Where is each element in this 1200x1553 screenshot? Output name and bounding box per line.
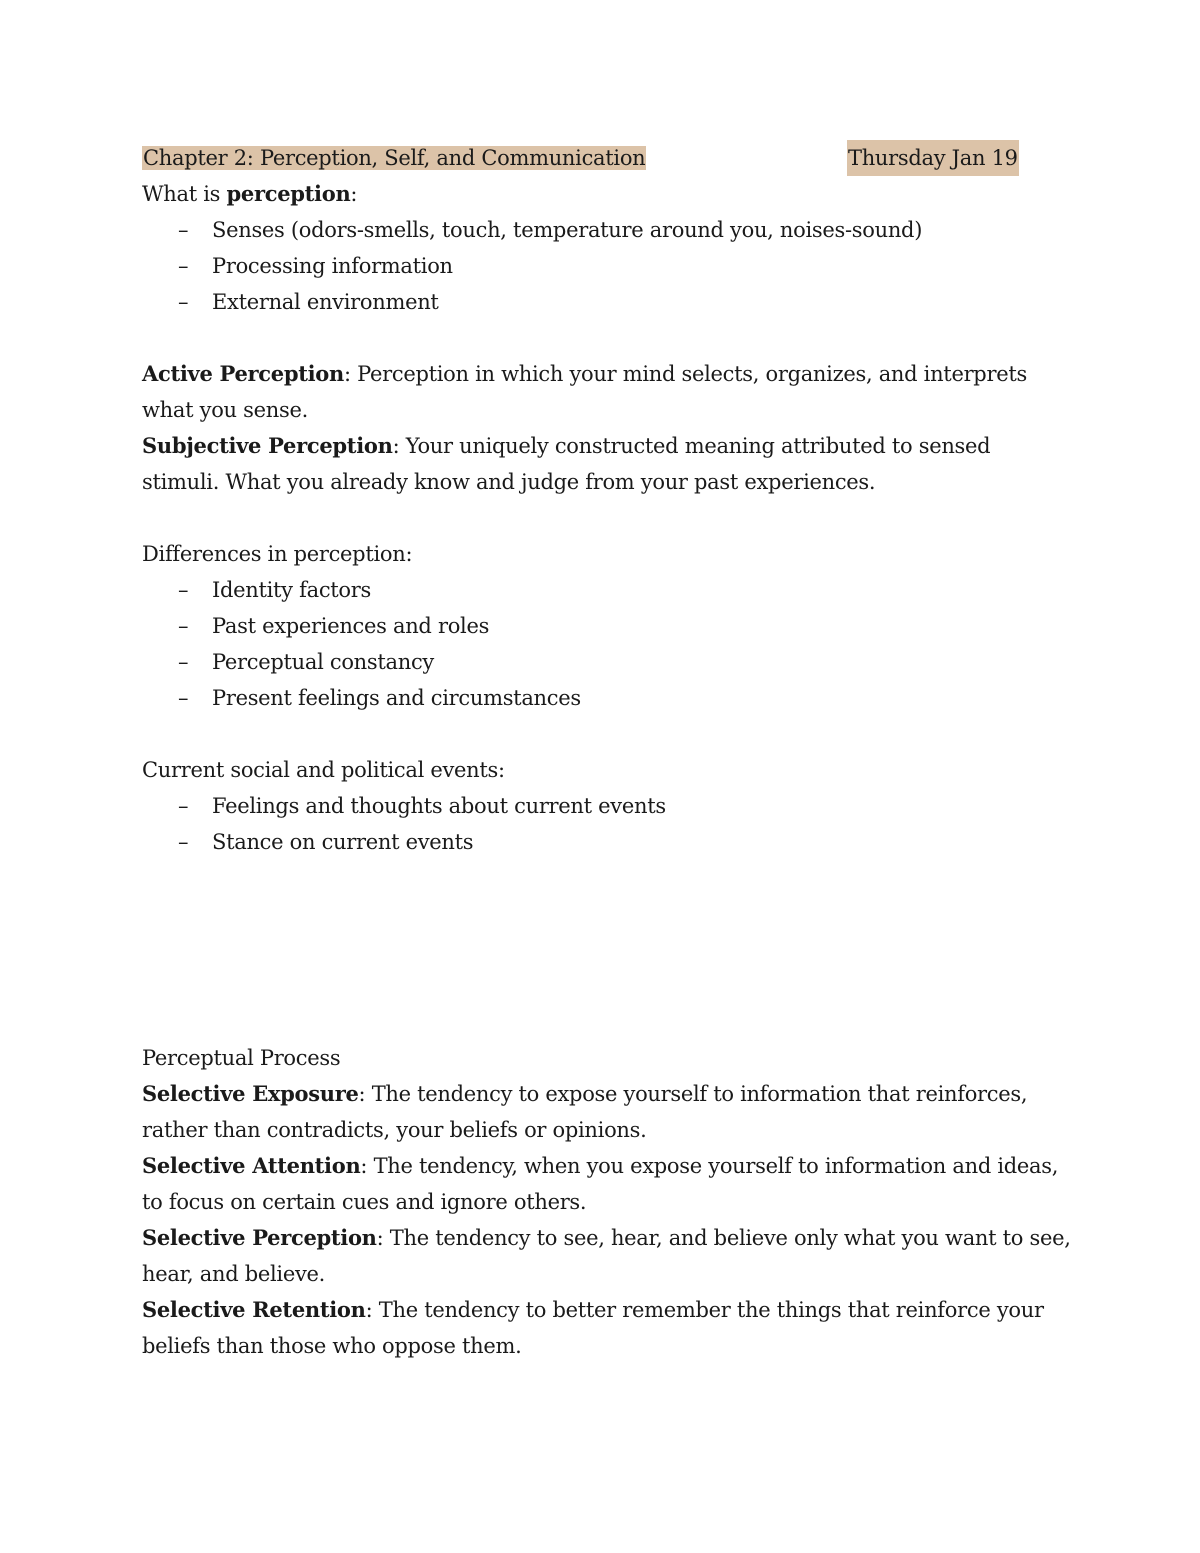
perception-list bbox=[142, 212, 1072, 320]
definition-selective-retention bbox=[142, 1292, 1072, 1364]
process-heading: Perceptual Process bbox=[142, 1046, 341, 1070]
list-item: – Present feelings and circumstances bbox=[142, 680, 1072, 716]
document-page bbox=[142, 140, 1072, 1364]
definition-term: Active Perception bbox=[142, 361, 344, 386]
definition-subjective-perception bbox=[142, 428, 1072, 500]
lecture-date: Thursday Jan 19 bbox=[847, 140, 1019, 176]
differences-list bbox=[142, 572, 1072, 716]
definition-term: Subjective Perception bbox=[142, 433, 393, 458]
chapter-title: Chapter 2: Perception, Self, and Communication bbox=[143, 146, 646, 170]
perception-question: What is perception: bbox=[142, 181, 358, 206]
definition-text: : The tendency to expose yourself to information that reinforces, rather than contradicts, your beliefs or opinions. bbox=[142, 1082, 1028, 1142]
list-item: – Processing information bbox=[142, 248, 1072, 284]
events-heading: Current social and political events: bbox=[142, 758, 505, 782]
differences-heading: Differences in perception: bbox=[142, 542, 413, 566]
definition-term: Selective Attention bbox=[142, 1153, 361, 1178]
document-header bbox=[142, 140, 1072, 176]
events-list bbox=[142, 788, 1072, 860]
definition-text: : The tendency to see, hear, and believe only what you want to see, hear, and believe. bbox=[142, 1226, 1071, 1286]
list-item: – External environment bbox=[142, 284, 1072, 320]
definition-term: Selective Perception bbox=[142, 1225, 377, 1250]
definition-term: Selective Retention bbox=[142, 1297, 366, 1322]
definition-text: : The tendency to better remember the things that reinforce your beliefs than those who oppose them. bbox=[142, 1298, 1044, 1358]
definition-text: : Perception in which your mind selects, organizes, and interprets what you sense. bbox=[142, 362, 1027, 422]
definition-active-perception bbox=[142, 356, 1072, 428]
definition-selective-attention bbox=[142, 1148, 1072, 1220]
definition-text: : Your uniquely constructed meaning attributed to sensed stimuli. What you already know and judge from your past experiences. bbox=[142, 434, 991, 494]
list-item: – Identity factors bbox=[142, 572, 1072, 608]
list-item: – Feelings and thoughts about current events bbox=[142, 788, 1072, 824]
list-item: – Perceptual constancy bbox=[142, 644, 1072, 680]
list-item: – Senses (odors-smells, touch, temperature around you, noises-sound) bbox=[142, 212, 1072, 248]
perception-term: perception bbox=[226, 181, 351, 206]
list-item: – Past experiences and roles bbox=[142, 608, 1072, 644]
definition-selective-exposure bbox=[142, 1076, 1072, 1148]
list-item: – Stance on current events bbox=[142, 824, 1072, 860]
definition-selective-perception bbox=[142, 1220, 1072, 1292]
definition-term: Selective Exposure bbox=[142, 1081, 359, 1106]
definition-text: : The tendency, when you expose yourself to information and ideas, to focus on certain cues and ignore others. bbox=[142, 1154, 1059, 1214]
